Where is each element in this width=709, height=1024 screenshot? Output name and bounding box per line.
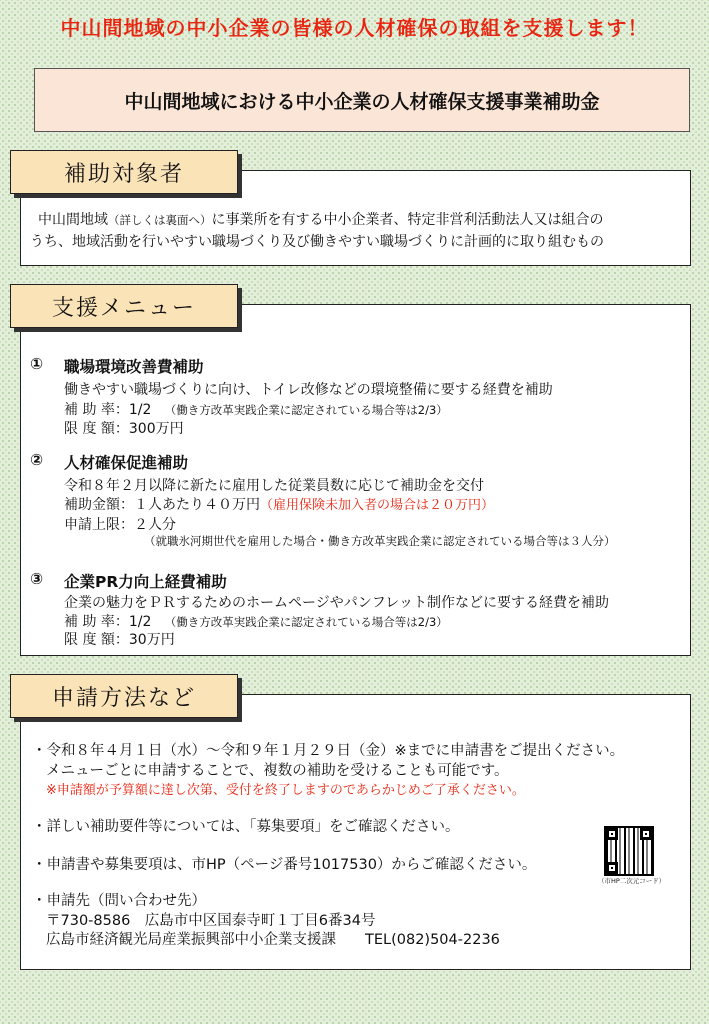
target-tab: 補助対象者 <box>10 150 238 194</box>
page-title: 中山間地域における中小企業の人材確保支援事業補助金 <box>34 68 690 132</box>
menu-item-2-desc: 令和８年２月以降に新たに雇用した従業員数に応じて補助金を交付 <box>64 478 484 494</box>
menu-item-1-rate: 補 助 率：1/2 （働き方改革実践企業に認定されている場合等は2/3） <box>64 402 448 418</box>
apply-tab: 申請方法など <box>10 674 238 718</box>
menu-item-3-limit: 限 度 額：30万円 <box>64 632 175 648</box>
apply-bullet-deadline-sub: メニューごとに申請することで、複数の補助を受けることも可能です。 <box>46 763 509 779</box>
menu-item-2-limit-note: （就職氷河期世代を雇用した場合・働き方改革実践企業に認定されている場合等は３人分） <box>144 534 616 548</box>
headline: 中山間地域の中小企業の皆様の人材確保の取組を支援します！ <box>60 16 649 40</box>
menu-item-1-limit: 限 度 額：300万円 <box>64 421 184 437</box>
menu-item-2-limit: 申請上限：２人分 <box>64 517 176 533</box>
apply-bullet-contact: ・申請先（問い合わせ先） <box>32 893 206 909</box>
menu-item-3-number: ③ <box>30 570 44 588</box>
apply-notice: ※申請額が予算額に達し次第、受付を終了しますのであらかじめご了承ください。 <box>46 783 525 798</box>
qr-code[interactable] <box>604 826 654 876</box>
menu-item-1-title: 職場環境改善費補助 <box>64 358 204 376</box>
menu-item-2-number: ② <box>30 451 44 469</box>
menu-item-2-title: 人材確保促進補助 <box>64 454 189 472</box>
target-line-1: 中山間地域（詳しくは裏面へ）に事業所を有する中小企業者、特定非営利活動法人又は組合の <box>38 212 604 228</box>
menu-item-2-amount: 補助金額：１人あたり４０万円（雇用保険未加入者の場合は２０万円） <box>64 497 495 513</box>
apply-bullet-requirements: ・詳しい補助要件等については、「募集要項」をご確認ください。 <box>32 819 460 835</box>
contact-address: 〒730-8586 広島市中区国泰寺町１丁目6番34号 <box>46 913 376 929</box>
menu-item-3-rate: 補 助 率：1/2 （働き方改革実践企業に認定されている場合等は2/3） <box>64 614 448 630</box>
menu-item-3-desc: 企業の魅力をＰＲするためのホームページやパンフレット制作などに要する経費を補助 <box>64 595 610 611</box>
menu-tab: 支援メニュー <box>10 284 238 328</box>
menu-item-3-title: 企業PR力向上経費補助 <box>64 573 227 591</box>
menu-item-1-number: ① <box>30 355 44 373</box>
apply-bullet-website: ・申請書や募集要項は、市HP（ページ番号1017530）からご確認ください。 <box>32 857 537 873</box>
qr-caption: （市HP二次元コード） <box>598 877 666 885</box>
contact-department: 広島市経済観光局産業振興部中小企業支援課 TEL(082)504-2236 <box>46 932 500 948</box>
target-line-2: うち、地域活動を行いやすい職場づくり及び働きやすい職場づくりに計画的に取り組むもの <box>30 234 604 250</box>
apply-bullet-deadline: ・令和８年４月１日（水）～令和９年１月２９日（金）※までに申請書をご提出ください。 <box>32 743 625 759</box>
menu-item-1-desc: 働きやすい職場づくりに向け、トイレ改修などの環境整備に要する経費を補助 <box>64 382 553 398</box>
